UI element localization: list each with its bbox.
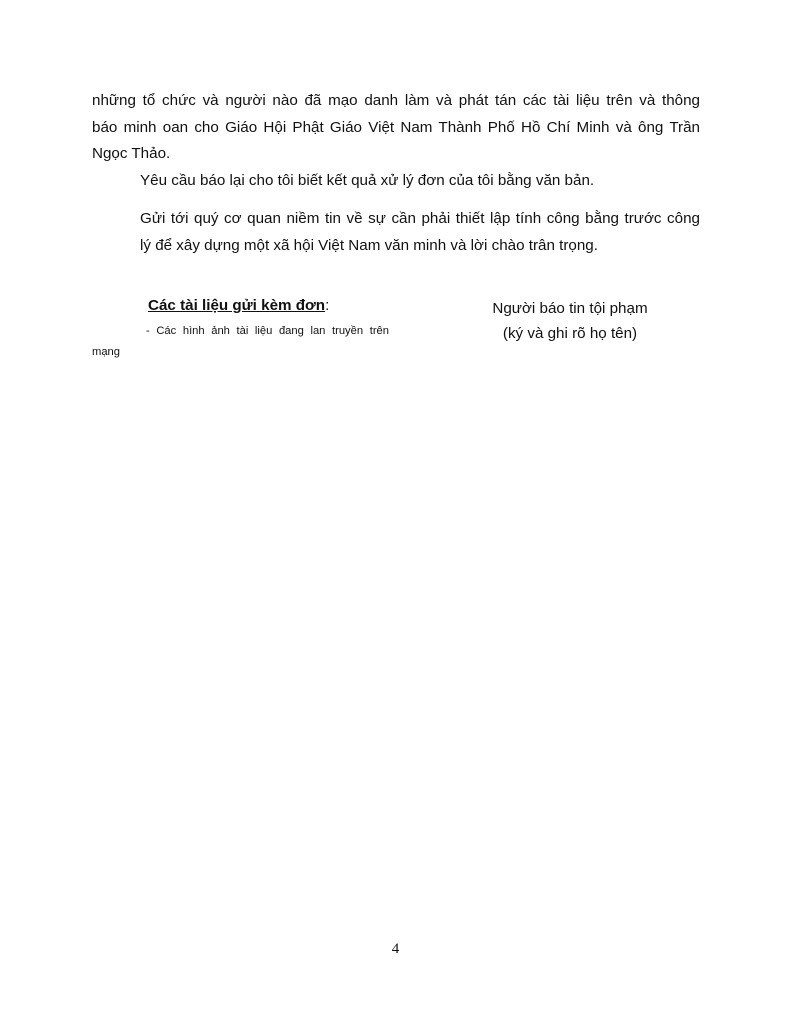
paragraph-line: Ngọc Thảo. xyxy=(92,145,171,162)
paragraph-closing-request xyxy=(92,88,700,168)
paragraph-line: Gửi tới quý cơ quan niềm tin về sự cần phải thiết lập tính công bằng trước công xyxy=(140,210,700,227)
paragraph-line: những tổ chức và người nào đã mạo danh làm và phát tán các tài liệu trên và thông xyxy=(92,92,700,109)
attachment-item-continuation: mạng xyxy=(92,346,120,358)
letter-body xyxy=(92,88,700,259)
paragraph-line: báo minh oan cho Giáo Hội Phật Giáo Việt Nam Thành Phố Hồ Chí Minh và ông Trần xyxy=(92,118,700,136)
paragraph-reply-request: Yêu cầu báo lại cho tôi biết kết quả xử lý đơn của tôi bằng văn bản. xyxy=(140,171,595,189)
signer-title: Người báo tin tội phạm xyxy=(492,300,648,317)
page-number: 4 xyxy=(391,941,400,957)
attachments-heading xyxy=(148,296,329,316)
attachments-heading-colon: : xyxy=(325,297,330,314)
attachments-heading-text: Các tài liệu gửi kèm đơn xyxy=(148,297,326,314)
paragraph-closing-regards xyxy=(92,206,700,259)
signer-note: (ký và ghi rõ họ tên) xyxy=(502,325,638,342)
signature-block xyxy=(470,296,670,346)
paragraph-line: lý để xây dựng một xã hội Việt Nam văn minh và lời chào trân trọng. xyxy=(140,236,598,254)
attachment-item: - Các hình ảnh tài liệu đang lan truyền trên xyxy=(146,325,389,337)
